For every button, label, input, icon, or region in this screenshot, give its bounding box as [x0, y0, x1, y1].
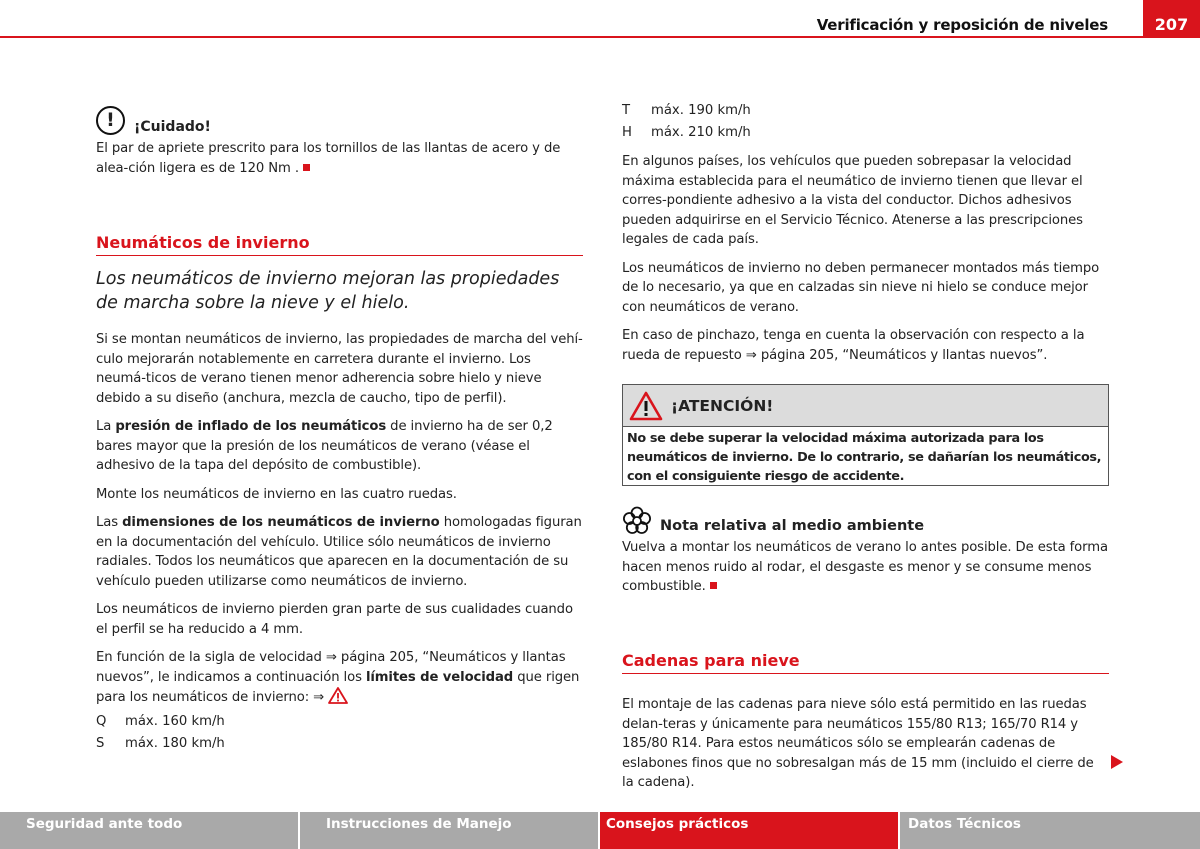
- right-paragraph-1: En algunos países, los vehículos que pueden sobrepasar la velocidad máxima establecida para el neumático de invierno tienen que llevar el corres-pondiente adhesivo a la vista del conductor. Dichos adhesivos pueden adquirirse en el Servicio Técnico. Atenerse a las prescripciones legales de cada país.: [622, 154, 1083, 247]
- header-rule: [0, 36, 1143, 38]
- section-title-winter-tyres: Neumáticos de invierno: [96, 233, 583, 256]
- end-mark: [303, 164, 310, 171]
- environment-note: [622, 506, 1109, 597]
- winter-paragraph-2: La presión de inflado de los neumáticos de invierno ha de ser 0,2 bares mayor que la presión de los neumáticos de verano (véase el adhesivo de la tapa del depósito de combustible).: [96, 419, 553, 473]
- tab-seguridad[interactable]: Seguridad ante todo: [0, 812, 298, 849]
- winter-lead: Los neumáticos de invierno mejoran las propiedades de marcha sobre la nieve y el hielo.: [96, 269, 560, 313]
- tab-consejos[interactable]: Consejos prácticos: [600, 812, 898, 849]
- tab-instrucciones[interactable]: Instrucciones de Manejo: [300, 812, 598, 849]
- environment-text: Vuelva a montar los neumáticos de verano lo antes posible. De esta forma hacen menos ruido al rodar, el desgaste es menor y se consume menos combustible.: [622, 540, 1108, 594]
- winter-paragraph-1: Si se montan neumáticos de invierno, las propiedades de marcha del vehí-culo mejorarán notablemente en carretera durante el invierno. Los neumá-ticos de verano tienen menor adherencia sobre hielo y nieve debido a su diseño (anchura, mezcla de caucho, tipo de perfil).: [96, 332, 583, 406]
- winter-paragraph-6: En función de la sigla de velocidad ⇒ página 205, “Neumáticos y llantas nuevos”, le indicamos a continuación los límites de velocidad que rigen para los neumáticos de invierno: ⇒: [96, 650, 580, 705]
- next-page-arrow-icon: [1111, 755, 1123, 769]
- footer-nav: [0, 812, 1200, 849]
- snow-chains-text: El montaje de las cadenas para nieve sólo está permitido en las ruedas delan-teras y únicamente para neumáticos 155/80 R13; 165/70 R14 y 185/80 R14. Para estos neumáticos sólo se emplearán cadenas de eslabones finos que no sobresalgan más de 15 mm (incluido el cierre de la cadena).: [622, 697, 1094, 790]
- right-body: [622, 152, 1109, 365]
- warning-triangle-icon: [328, 687, 348, 704]
- speed-list-right: [622, 100, 1109, 144]
- speed-row: S máx. 180 km/h: [96, 735, 225, 751]
- tab-datos[interactable]: Datos Técnicos: [900, 812, 1200, 849]
- right-paragraph-3: En caso de pinchazo, tenga en cuenta la observación con respecto a la rueda de repuesto ⇒ página 205, “Neumáticos y llantas nuevos”.: [622, 328, 1085, 363]
- warning-box: [622, 384, 1109, 486]
- speed-list-left: [96, 711, 583, 755]
- warning-title: ¡ATENCIÓN!: [671, 396, 774, 415]
- speed-row: Q máx. 160 km/h: [96, 713, 225, 729]
- winter-paragraph-3: Monte los neumáticos de invierno en las cuatro ruedas.: [96, 486, 457, 502]
- page-number: 207: [1143, 0, 1200, 38]
- winter-body: [96, 330, 583, 755]
- right-paragraph-2: Los neumáticos de invierno no deben permanecer montados más tiempo de lo necesario, ya que en calzadas sin nieve ni hielo se conduce mejor con neumáticos de verano.: [622, 260, 1100, 315]
- warning-text: No se debe superar la velocidad máxima autorizada para los neumáticos de invierno. De lo contrario, se dañarían los neumáticos, con el consiguiente riesgo de accidente.: [627, 431, 1102, 484]
- caution-note: [96, 105, 583, 178]
- speed-row: T máx. 190 km/h: [622, 103, 751, 118]
- flower-icon: [622, 506, 652, 536]
- section-title-snow-chains: Cadenas para nieve: [622, 651, 1109, 674]
- caution-icon: !: [96, 106, 125, 135]
- speed-row: H máx. 210 km/h: [622, 125, 751, 140]
- page-header-title: Verificación y reposición de niveles: [816, 16, 1108, 34]
- warning-triangle-icon: [629, 391, 663, 421]
- caution-title: ¡Cuidado!: [134, 119, 211, 135]
- warning-header: [623, 385, 1108, 427]
- winter-paragraph-5: Los neumáticos de invierno pierden gran parte de sus cualidades cuando el perfil se ha reducido a 4 mm.: [96, 602, 573, 637]
- environment-title: Nota relativa al medio ambiente: [660, 518, 925, 534]
- winter-paragraph-4: Las dimensiones de los neumáticos de invierno homologadas figuran en la documentación del vehículo. Utilice sólo neumáticos de invierno radiales. Todos los neumáticos que aparecen en la documentación de su vehículo pueden utilizarse como neumáticos de invierno.: [96, 515, 582, 589]
- caution-text: El par de apriete prescrito para los tornillos de las llantas de acero y de alea-ción ligera es de 120 Nm .: [96, 141, 561, 176]
- end-mark: [710, 582, 717, 589]
